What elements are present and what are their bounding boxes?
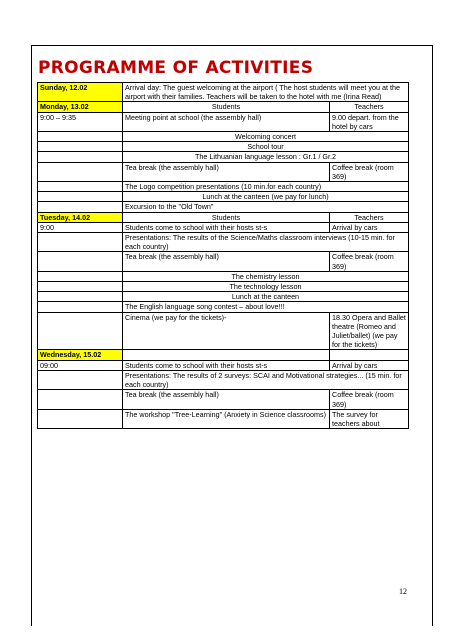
activity-cell: Presentations: The results of 2 surveys: SCAI and Motivational strategies... (15 min. for each country) (123, 370, 409, 389)
activity-cell (123, 350, 330, 360)
time-cell: 9:00 – 9:35 (38, 112, 123, 131)
time-cell (38, 312, 123, 350)
activity-cell: The workshop "Tree-Learning" (Anxiety in Science classrooms) (123, 409, 330, 428)
table-row (38, 312, 409, 350)
activity-cell: Presentations: The results of the Science/Maths classroom interviews (10-15 min. for each country) (123, 233, 409, 252)
table-row (38, 222, 409, 232)
table-row (38, 370, 409, 389)
activity-cell: The Logo competition presentations (10 min.for each country) (123, 182, 409, 192)
date-cell: Wednesday, 15.02 (38, 350, 123, 360)
date-cell: Monday, 13.02 (38, 102, 123, 112)
time-cell (38, 252, 123, 271)
activity-cell: The technology lesson (123, 282, 409, 292)
table-row (38, 192, 409, 202)
teacher-activity-cell: The survey for teachers about (330, 409, 409, 428)
time-cell (38, 282, 123, 292)
table-row (38, 282, 409, 292)
table-row (38, 390, 409, 409)
table-row (38, 152, 409, 162)
activity-cell: The chemistry lesson (123, 271, 409, 281)
teacher-activity-cell: Arrival by cars (330, 222, 409, 232)
activity-cell: Lunch at the canteen (123, 292, 409, 302)
table-row (38, 292, 409, 302)
activity-cell: Welcoming concert (123, 132, 409, 142)
time-cell (38, 142, 123, 152)
table-row (38, 252, 409, 271)
table-row (38, 271, 409, 281)
page-title: PROGRAMME OF ACTIVITIES (38, 58, 314, 78)
time-cell (38, 370, 123, 389)
time-cell (38, 182, 123, 192)
table-row (38, 132, 409, 142)
activity-cell: The Lithuanian language lesson : Gr.1 / Gr.2 (123, 152, 409, 162)
activity-cell: Cinema (we pay for the tickets)- (123, 312, 330, 350)
teachers-header: Teachers (330, 212, 409, 222)
activity-cell: Students come to school with their hosts st-s (123, 360, 330, 370)
activity-cell: Tea break (the assembly hall) (123, 162, 330, 181)
time-cell (38, 409, 123, 428)
table-row (38, 202, 409, 212)
activity-cell: Arrival day: The guest welcoming at the airport ( The host students will meet you at the airport with their families. Teachers will be taken to the hotel with me (Irina Read) (123, 83, 409, 102)
table-row (38, 302, 409, 312)
time-cell (38, 233, 123, 252)
time-cell: 9:00 (38, 222, 123, 232)
teacher-activity-cell: Arrival by cars (330, 360, 409, 370)
table-row (38, 360, 409, 370)
table-row (38, 102, 409, 112)
activity-cell: Students come to school with their hosts st-s (123, 222, 330, 232)
table-row (38, 83, 409, 102)
table-row (38, 182, 409, 192)
teacher-activity-cell: Coffee break (room 369) (330, 390, 409, 409)
activity-cell: Lunch at the canteen (we pay for lunch) (123, 192, 409, 202)
table-row (38, 142, 409, 152)
time-cell (38, 132, 123, 142)
time-cell (38, 152, 123, 162)
time-cell (38, 202, 123, 212)
activity-cell: Meeting point at school (the assembly hall) (123, 112, 330, 131)
teacher-activity-cell: 18.30 Opera and Ballet theatre (Romeo and Juliet/ballet) (we pay for the tickets) (330, 312, 409, 350)
students-header: Students (123, 212, 330, 222)
time-cell (38, 390, 123, 409)
activity-cell: Tea break (the assembly hall) (123, 252, 330, 271)
table-row (38, 233, 409, 252)
time-cell (38, 271, 123, 281)
date-cell: Tuesday, 14.02 (38, 212, 123, 222)
students-header: Students (123, 102, 330, 112)
activity-cell: Excursion to the "Old Town" (123, 202, 409, 212)
teacher-activity-cell: 9.00 depart. from the hotel by cars (330, 112, 409, 131)
time-cell (38, 192, 123, 202)
table-row (38, 162, 409, 181)
teacher-activity-cell (330, 350, 409, 360)
time-cell (38, 162, 123, 181)
table-row (38, 212, 409, 222)
time-cell: 09:00 (38, 360, 123, 370)
teacher-activity-cell: Coffee break (room 369) (330, 252, 409, 271)
time-cell (38, 292, 123, 302)
activity-cell: The English language song contest – about love!!! (123, 302, 409, 312)
page-number: 12 (399, 587, 407, 596)
table-row (38, 350, 409, 360)
date-cell: Sunday, 12.02 (38, 83, 123, 102)
activity-cell: School tour (123, 142, 409, 152)
table-row (38, 112, 409, 131)
programme-table (37, 82, 409, 429)
teachers-header: Teachers (330, 102, 409, 112)
time-cell (38, 302, 123, 312)
teacher-activity-cell: Coffee break (room 369) (330, 162, 409, 181)
table-row (38, 409, 409, 428)
activity-cell: Tea break (the assembly hall) (123, 390, 330, 409)
